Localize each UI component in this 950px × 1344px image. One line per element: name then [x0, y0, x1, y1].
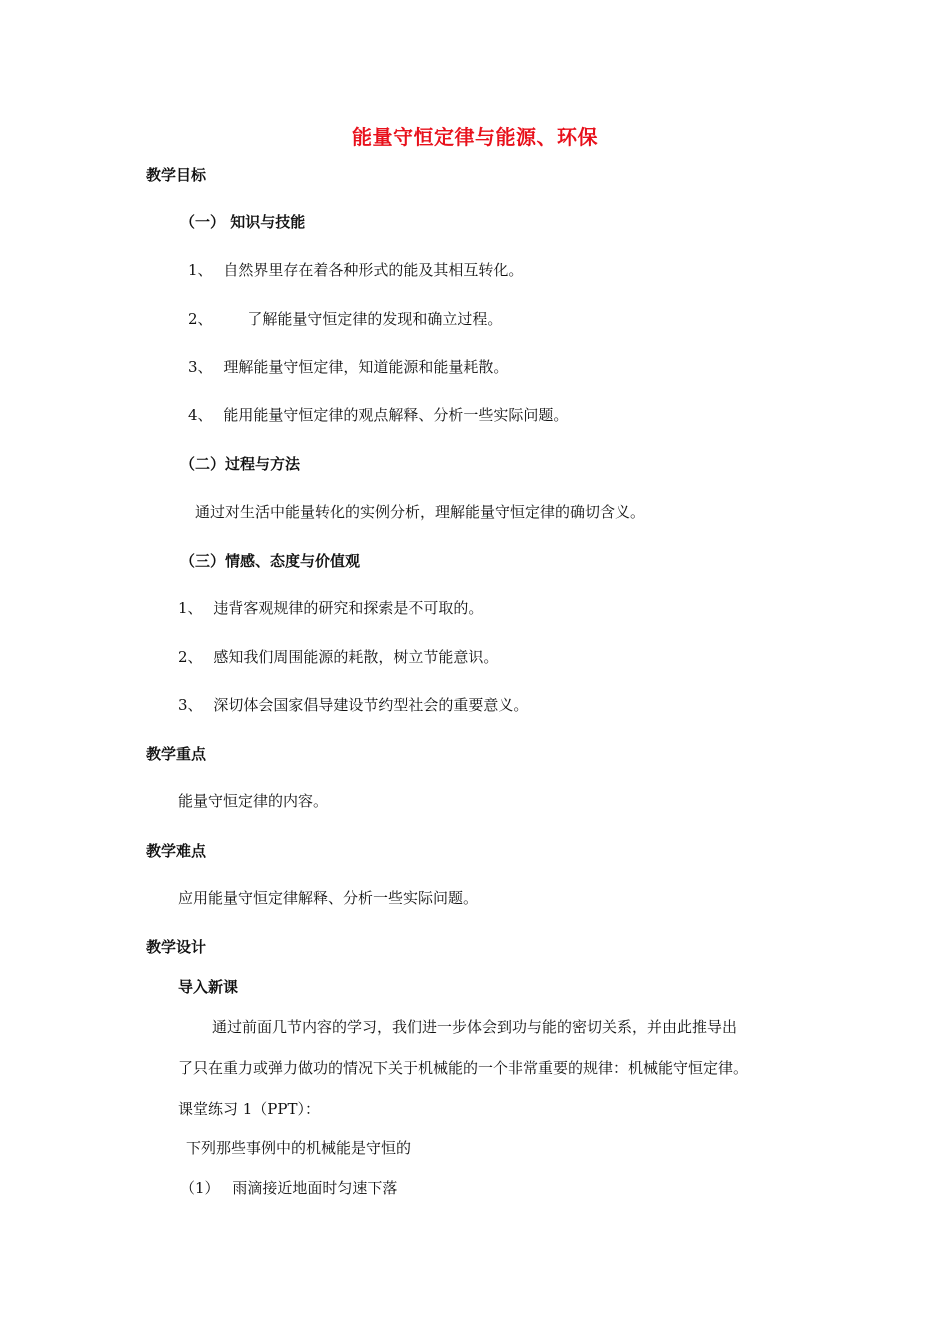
- exercise-question: 下列那些事例中的机械能是守恒的: [186, 1139, 412, 1157]
- list-item-text: 了解能量守恒定律的发现和确立过程。: [247, 310, 503, 328]
- paragraph-key-point: 能量守恒定律的内容。: [178, 792, 329, 810]
- list-item: [178, 695, 528, 715]
- exercise-label: 课堂练习 1（PPT）：: [178, 1100, 321, 1118]
- section-heading-difficulty: 教学难点: [146, 842, 207, 860]
- list-item: [188, 405, 568, 425]
- list-item: [188, 357, 508, 377]
- document-title: 能量守恒定律与能源、环保: [352, 125, 598, 149]
- list-item: [188, 309, 502, 329]
- list-item-number: 2、: [188, 310, 213, 328]
- paragraph-difficulty: 应用能量守恒定律解释、分析一些实际问题。: [178, 889, 479, 907]
- section-heading-key-point: 教学重点: [146, 745, 207, 763]
- subsection-heading-intro: 导入新课: [178, 978, 239, 996]
- list-item: [178, 598, 483, 618]
- option-text: 雨滴接近地面时匀速下落: [232, 1179, 398, 1197]
- list-item: [178, 647, 498, 667]
- list-item-number: 2、: [178, 648, 203, 666]
- paragraph-intro-line: 了只在重力或弹力做功的情况下关于机械能的一个非常重要的规律：机械能守恒定律。: [178, 1059, 749, 1077]
- section-heading-objectives: 教学目标: [146, 166, 207, 184]
- list-item-number: 1、: [178, 599, 203, 617]
- list-item-text: 能用能量守恒定律的观点解释、分析一些实际问题。: [223, 406, 569, 424]
- list-item-text: 理解能量守恒定律，知道能源和能量耗散。: [223, 358, 509, 376]
- paragraph-intro-line: 通过前面几节内容的学习，我们进一步体会到功与能的密切关系，并由此推导出: [212, 1018, 738, 1036]
- list-item-text: 感知我们周围能源的耗散，树立节能意识。: [213, 648, 499, 666]
- list-item-number: 3、: [178, 696, 203, 714]
- exercise-option: [180, 1178, 397, 1198]
- list-item-text: 自然界里存在着各种形式的能及其相互转化。: [223, 261, 524, 279]
- list-item-number: 4、: [188, 406, 213, 424]
- list-item-number: 1、: [188, 261, 213, 279]
- subsection-heading-process: （二）过程与方法: [180, 455, 301, 473]
- option-number: （1）: [180, 1179, 220, 1197]
- subsection-heading-attitude: （三）情感、态度与价值观: [180, 552, 361, 570]
- list-item-text: 深切体会国家倡导建设节约型社会的重要意义。: [213, 696, 529, 714]
- list-item: [188, 260, 523, 280]
- subsection-heading-knowledge: （一） 知识与技能: [180, 213, 306, 231]
- paragraph-process: 通过对生活中能量转化的实例分析，理解能量守恒定律的确切含义。: [195, 503, 646, 521]
- section-heading-design: 教学设计: [146, 938, 207, 956]
- list-item-number: 3、: [188, 358, 213, 376]
- list-item-text: 违背客观规律的研究和探索是不可取的。: [213, 599, 484, 617]
